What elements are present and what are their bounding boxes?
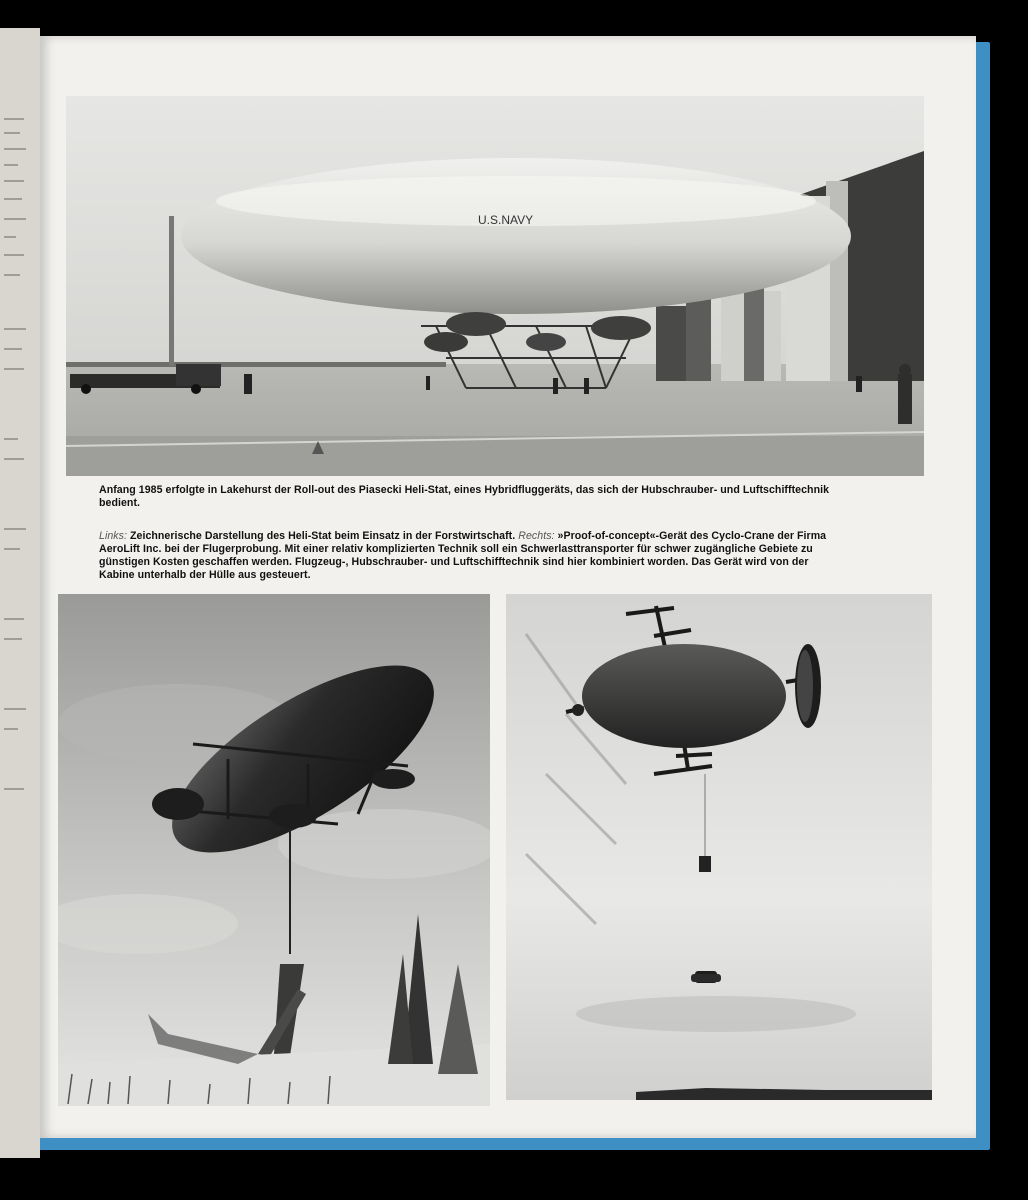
caption-label-right: Rechts: — [518, 530, 555, 542]
caption-lower-images — [99, 530, 831, 582]
photo-cyclo-crane-flight — [506, 594, 932, 1100]
caption-heli-stat-rollout: Anfang 1985 erfolgte in Lakehurst der Roll-out des Piasecki Heli-Stat, eines Hybridfluggeräts, das sich der Hubschrauber- und Luftschifftechnik bedient. — [99, 484, 830, 509]
illustration-heli-stat-forestry — [58, 594, 490, 1106]
photo-heli-stat-rollout — [66, 96, 924, 476]
caption-label-left: Links: — [99, 530, 127, 542]
airship-marking: U.S.NAVY — [478, 213, 534, 227]
caption-text-left: Zeichnerische Darstellung des Heli-Stat beim Einsatz in der Forstwirtschaft. — [129, 530, 516, 542]
caption-text-right: »Proof-of-concept«-Gerät des Cyclo-Crane der Firma AeroLift Inc. bei der Flugerprobung. Mit einer relativ komplizierten Technik soll ein Schwerlasttransporter für schwer zugängliche Gebiete zu günstigen Kosten geschaffen werden. Flugzeug-, Hubschrauber- und Luftschifftechnik sind hier kombiniert worden. Das Gerät wird von der Kabine unterhalb der Hülle aus gesteuert. — [99, 530, 827, 581]
book-page — [40, 36, 976, 1138]
facing-page-edge — [0, 28, 40, 1158]
